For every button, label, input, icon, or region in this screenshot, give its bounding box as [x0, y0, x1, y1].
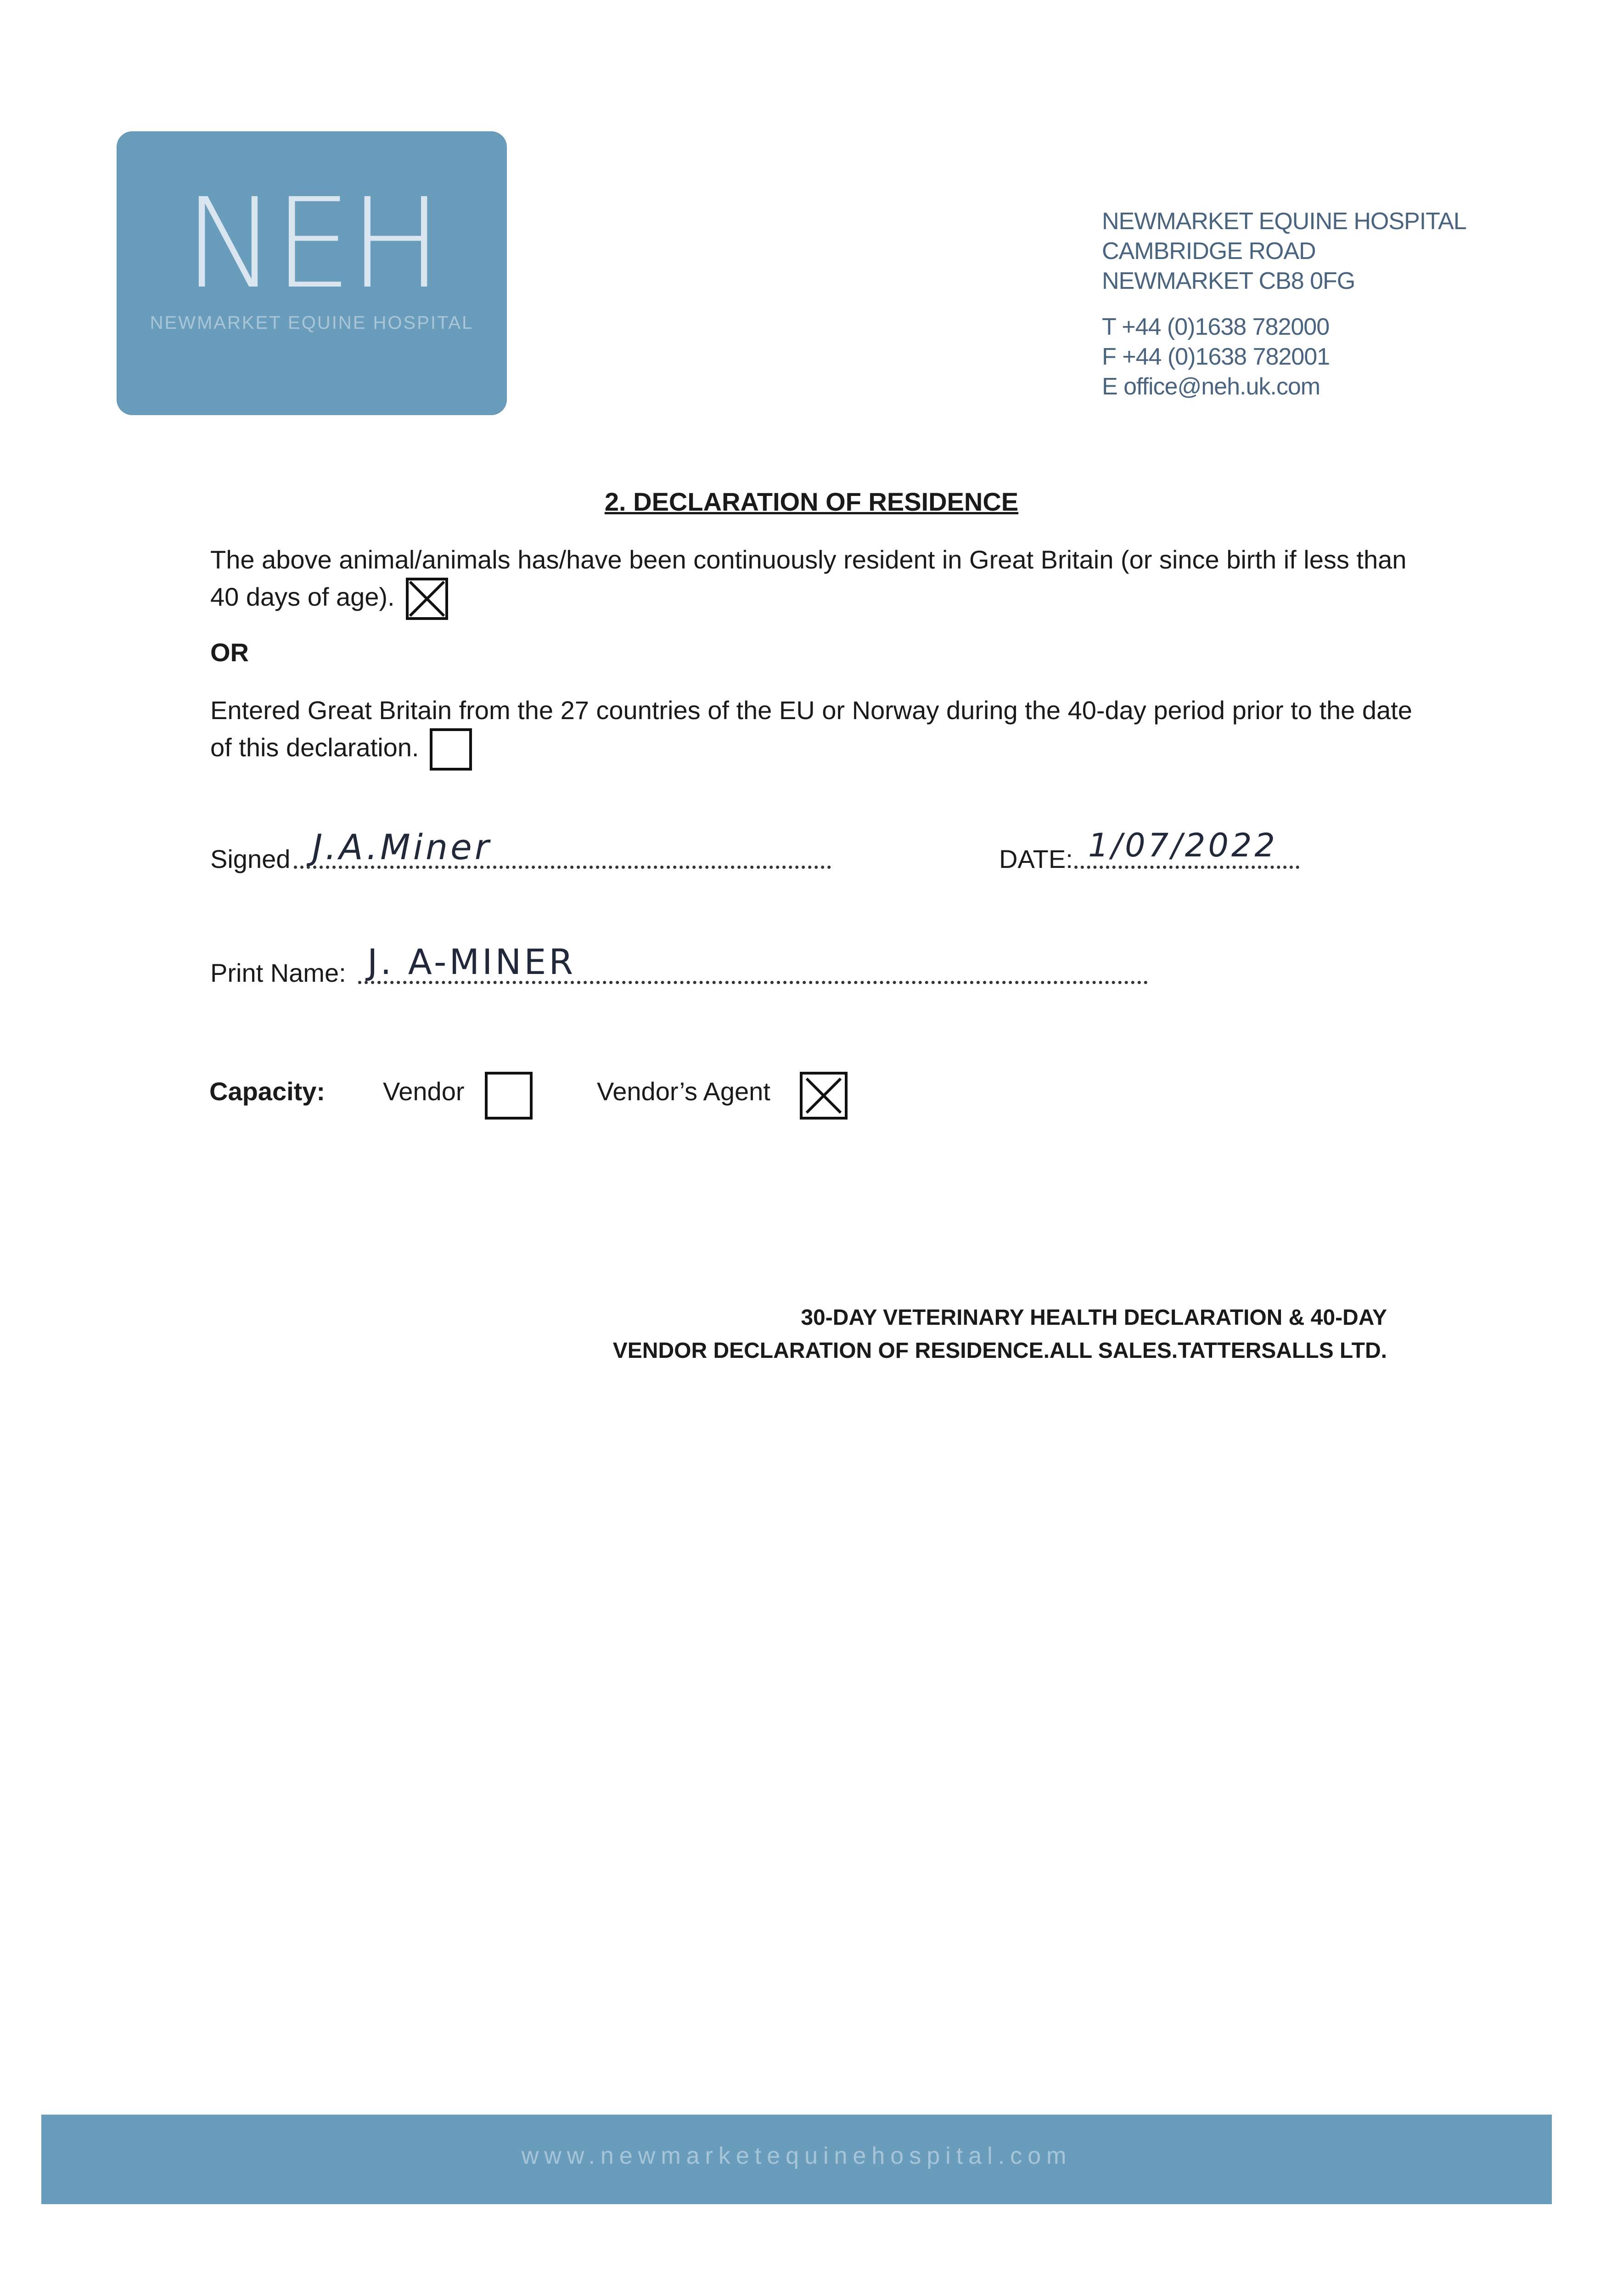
or-label: OR [210, 638, 249, 667]
signed-label: Signed [210, 844, 291, 873]
form-footnote [469, 1301, 1387, 1367]
vendor-agent-label: Vendor’s Agent [597, 1077, 770, 1106]
residence-option-eu [210, 692, 1427, 771]
logo-mark: NEH [184, 171, 440, 316]
vendor-checkbox[interactable] [485, 1072, 533, 1120]
capacity-label: Capacity: [209, 1077, 326, 1106]
phone-number: T +44 (0)1638 782000 [1102, 314, 1330, 340]
address-block [1102, 207, 1538, 402]
address-line: CAMBRIDGE ROAD [1102, 238, 1316, 264]
vendor-agent-checkbox[interactable] [800, 1072, 848, 1120]
residence-option-eu-text: Entered Great Britain from the 27 countries of the EU or Norway during the 40-day period prior to the date of this declaration. [210, 696, 1412, 762]
fax-number: F +44 (0)1638 782001 [1102, 343, 1330, 370]
footer-website[interactable]: www.newmarketequinehospital.com [521, 2143, 1072, 2169]
vendor-agent-option [800, 1072, 848, 1120]
residence-option-gb [210, 542, 1427, 620]
vendor-option [485, 1072, 533, 1120]
neh-logo [117, 131, 507, 415]
footnote-line-2: VENDOR DECLARATION OF RESIDENCE.ALL SALES.TATTERSALLS LTD. [612, 1339, 1387, 1363]
print-name-label: Print Name: [210, 958, 346, 987]
email-address: E office@neh.uk.com [1102, 373, 1320, 400]
vendor-label: Vendor [383, 1077, 465, 1106]
date-value[interactable]: 1/07/2022 [1088, 827, 1278, 864]
page-title: 2. DECLARATION OF RESIDENCE [604, 487, 1019, 516]
signature[interactable]: J.A.Miner [312, 827, 492, 867]
footnote-line-1: 30-DAY VETERINARY HEALTH DECLARATION & 40-DAY [801, 1306, 1387, 1330]
date-label: DATE: [999, 844, 1073, 873]
address-line: NEWMARKET EQUINE HOSPITAL [1102, 208, 1466, 235]
logo-subtitle: NEWMARKET EQUINE HOSPITAL [150, 313, 474, 333]
residence-option-gb-text: The above animal/animals has/have been continuously resident in Great Britain (or since birth if less than 40 days of age). [210, 545, 1407, 611]
footer-bar [41, 2115, 1552, 2204]
residence-gb-checkbox[interactable] [406, 578, 448, 620]
residence-eu-checkbox[interactable] [430, 728, 472, 771]
date-line [1074, 866, 1299, 869]
print-name-value[interactable]: J. A-MINER [367, 941, 576, 982]
address-line: NEWMARKET CB8 0FG [1102, 268, 1355, 294]
